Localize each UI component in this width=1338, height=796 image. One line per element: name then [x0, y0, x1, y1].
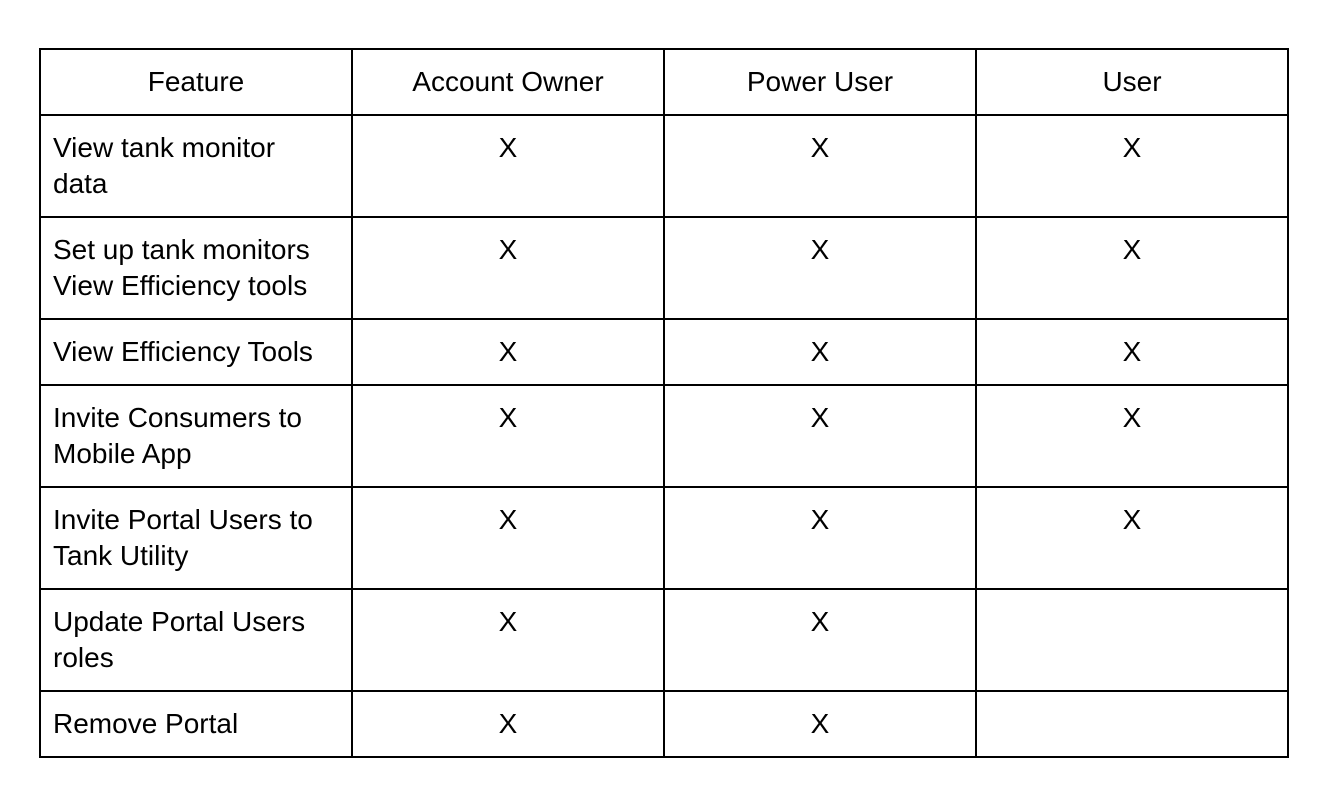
- permissions-table: [39, 48, 1289, 758]
- feature-line: Tank Utility: [53, 540, 189, 571]
- feature-line: data: [53, 168, 108, 199]
- account-owner-cell: X: [352, 385, 664, 487]
- power-user-cell: X: [664, 487, 976, 589]
- feature-cell: [40, 385, 352, 487]
- header-user: User: [976, 49, 1288, 115]
- power-user-cell: X: [664, 691, 976, 757]
- feature-line: Invite Consumers to: [53, 402, 302, 433]
- account-owner-cell: X: [352, 217, 664, 319]
- account-owner-cell: X: [352, 487, 664, 589]
- power-user-cell: X: [664, 385, 976, 487]
- feature-line: roles: [53, 642, 114, 673]
- header-feature: Feature: [40, 49, 352, 115]
- user-cell: X: [976, 385, 1288, 487]
- feature-line: Set up tank monitors: [53, 234, 310, 265]
- user-cell: [976, 589, 1288, 691]
- power-user-cell: X: [664, 217, 976, 319]
- feature-cell: [40, 217, 352, 319]
- feature-cell: [40, 691, 352, 757]
- feature-cell: [40, 115, 352, 217]
- feature-cell: [40, 487, 352, 589]
- power-user-cell: X: [664, 589, 976, 691]
- account-owner-cell: X: [352, 115, 664, 217]
- feature-line: View tank monitor: [53, 132, 276, 163]
- user-cell: X: [976, 319, 1288, 385]
- table-row: [40, 691, 1288, 757]
- header-row: [40, 49, 1288, 115]
- feature-line: Update Portal Users: [53, 606, 306, 637]
- power-user-cell: X: [664, 319, 976, 385]
- header-power-user: Power User: [664, 49, 976, 115]
- user-cell: X: [976, 115, 1288, 217]
- feature-line: Remove Portal: [53, 708, 239, 739]
- table-row: [40, 385, 1288, 487]
- table-row: [40, 319, 1288, 385]
- table-row: [40, 487, 1288, 589]
- power-user-cell: X: [664, 115, 976, 217]
- feature-line: View Efficiency Tools: [53, 336, 313, 367]
- table-row: [40, 217, 1288, 319]
- table-row: [40, 589, 1288, 691]
- feature-cell: [40, 319, 352, 385]
- user-cell: X: [976, 217, 1288, 319]
- user-cell: [976, 691, 1288, 757]
- account-owner-cell: X: [352, 691, 664, 757]
- feature-line: Invite Portal Users to: [53, 504, 313, 535]
- header-account-owner: Account Owner: [352, 49, 664, 115]
- table-row: [40, 115, 1288, 217]
- feature-line: Mobile App: [53, 438, 192, 469]
- account-owner-cell: X: [352, 589, 664, 691]
- account-owner-cell: X: [352, 319, 664, 385]
- feature-cell: [40, 589, 352, 691]
- user-cell: X: [976, 487, 1288, 589]
- feature-line: View Efficiency tools: [53, 270, 308, 301]
